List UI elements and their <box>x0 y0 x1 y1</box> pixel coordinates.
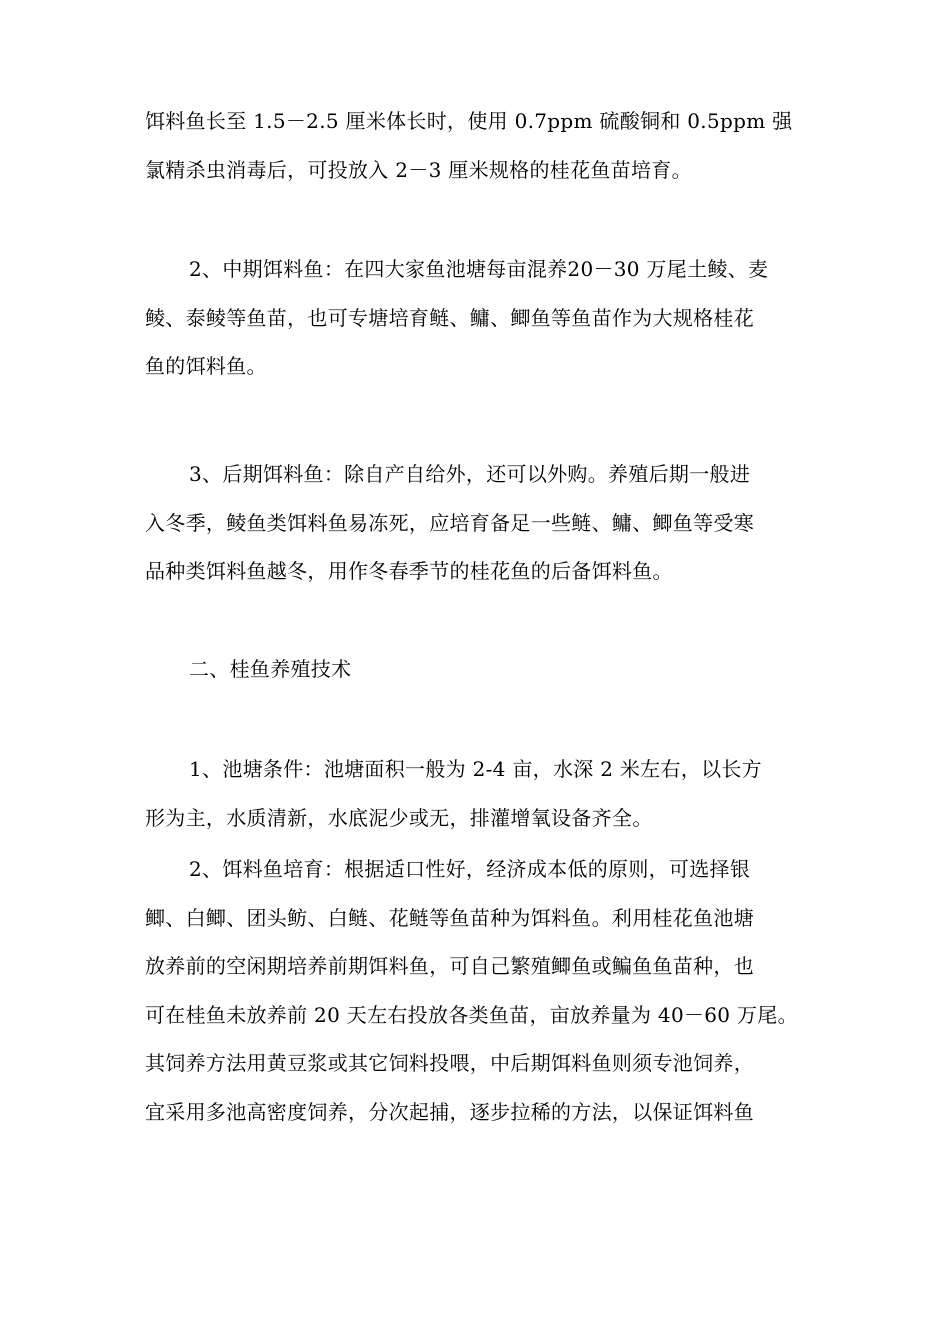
text-line: 可在桂鱼未放养前 20 天左右投放各类鱼苗，亩放养量为 40－60 万尾。 <box>145 1002 798 1027</box>
paragraph-late-stage-feed-fish <box>145 450 825 596</box>
text-line: 2、饵料鱼培育：根据适口性好，经济成本低的原则，可选择银 <box>189 857 751 881</box>
text-line: 氯精杀虫消毒后，可投放入 2－3 厘米规格的桂花鱼苗培育。 <box>145 157 692 182</box>
text-line: 放养前的空闲期培养前期饵料鱼，可自己繁殖鲫鱼或鳊鱼鱼苗种，也 <box>145 954 754 978</box>
text-line: 宜采用多池高密度饲养，分次起捕，逐步拉稀的方法，以保证饵料鱼 <box>145 1099 754 1124</box>
text-line: 1、池塘条件：池塘面积一般为 2-4 亩，水深 2 米左右，以长方 <box>189 757 762 781</box>
paragraph-mid-stage-feed-fish <box>145 245 825 391</box>
section-heading: 二、桂鱼养殖技术 <box>189 657 352 681</box>
text-line: 形为主，水质清新，水底泥少或无，排灌增氧设备齐全。 <box>145 805 653 830</box>
text-line: 鲫、白鲫、团头鲂、白鲢、花鲢等鱼苗种为饵料鱼。利用桂花鱼池塘 <box>145 905 754 930</box>
text-line: 2、中期饵料鱼：在四大家鱼池塘每亩混养20－30 万尾土鲮、麦 <box>189 257 769 281</box>
paragraph-pond-conditions <box>145 745 825 842</box>
text-line: 3、后期饵料鱼：除自产自给外，还可以外购。养殖后期一般进 <box>189 462 751 486</box>
paragraph-feed-fish-early-continuation <box>145 97 825 194</box>
text-line: 品种类饵料鱼越冬，用作冬春季节的桂花鱼的后备饵料鱼。 <box>145 559 673 583</box>
text-line: 入冬季，鲮鱼类饵料鱼易冻死，应培育备足一些鲢、鳙、鲫鱼等受寒 <box>145 510 754 535</box>
text-line: 鲮、泰鲮等鱼苗，也可专塘培育鲢、鳙、鲫鱼等鱼苗作为大规格桂花 <box>145 305 754 330</box>
text-line: 其饲养方法用黄豆浆或其它饲料投喂，中后期饵料鱼则须专池饲养， <box>145 1051 754 1075</box>
text-line: 饵料鱼长至 1.5－2.5 厘米体长时，使用 0.7ppm 硫酸铜和 0.5ppm 强 <box>145 109 793 133</box>
text-line: 鱼的饵料鱼。 <box>145 354 267 378</box>
section-heading-mandarin-fish-farming <box>145 645 825 694</box>
paragraph-feed-fish-cultivation <box>145 845 825 1136</box>
